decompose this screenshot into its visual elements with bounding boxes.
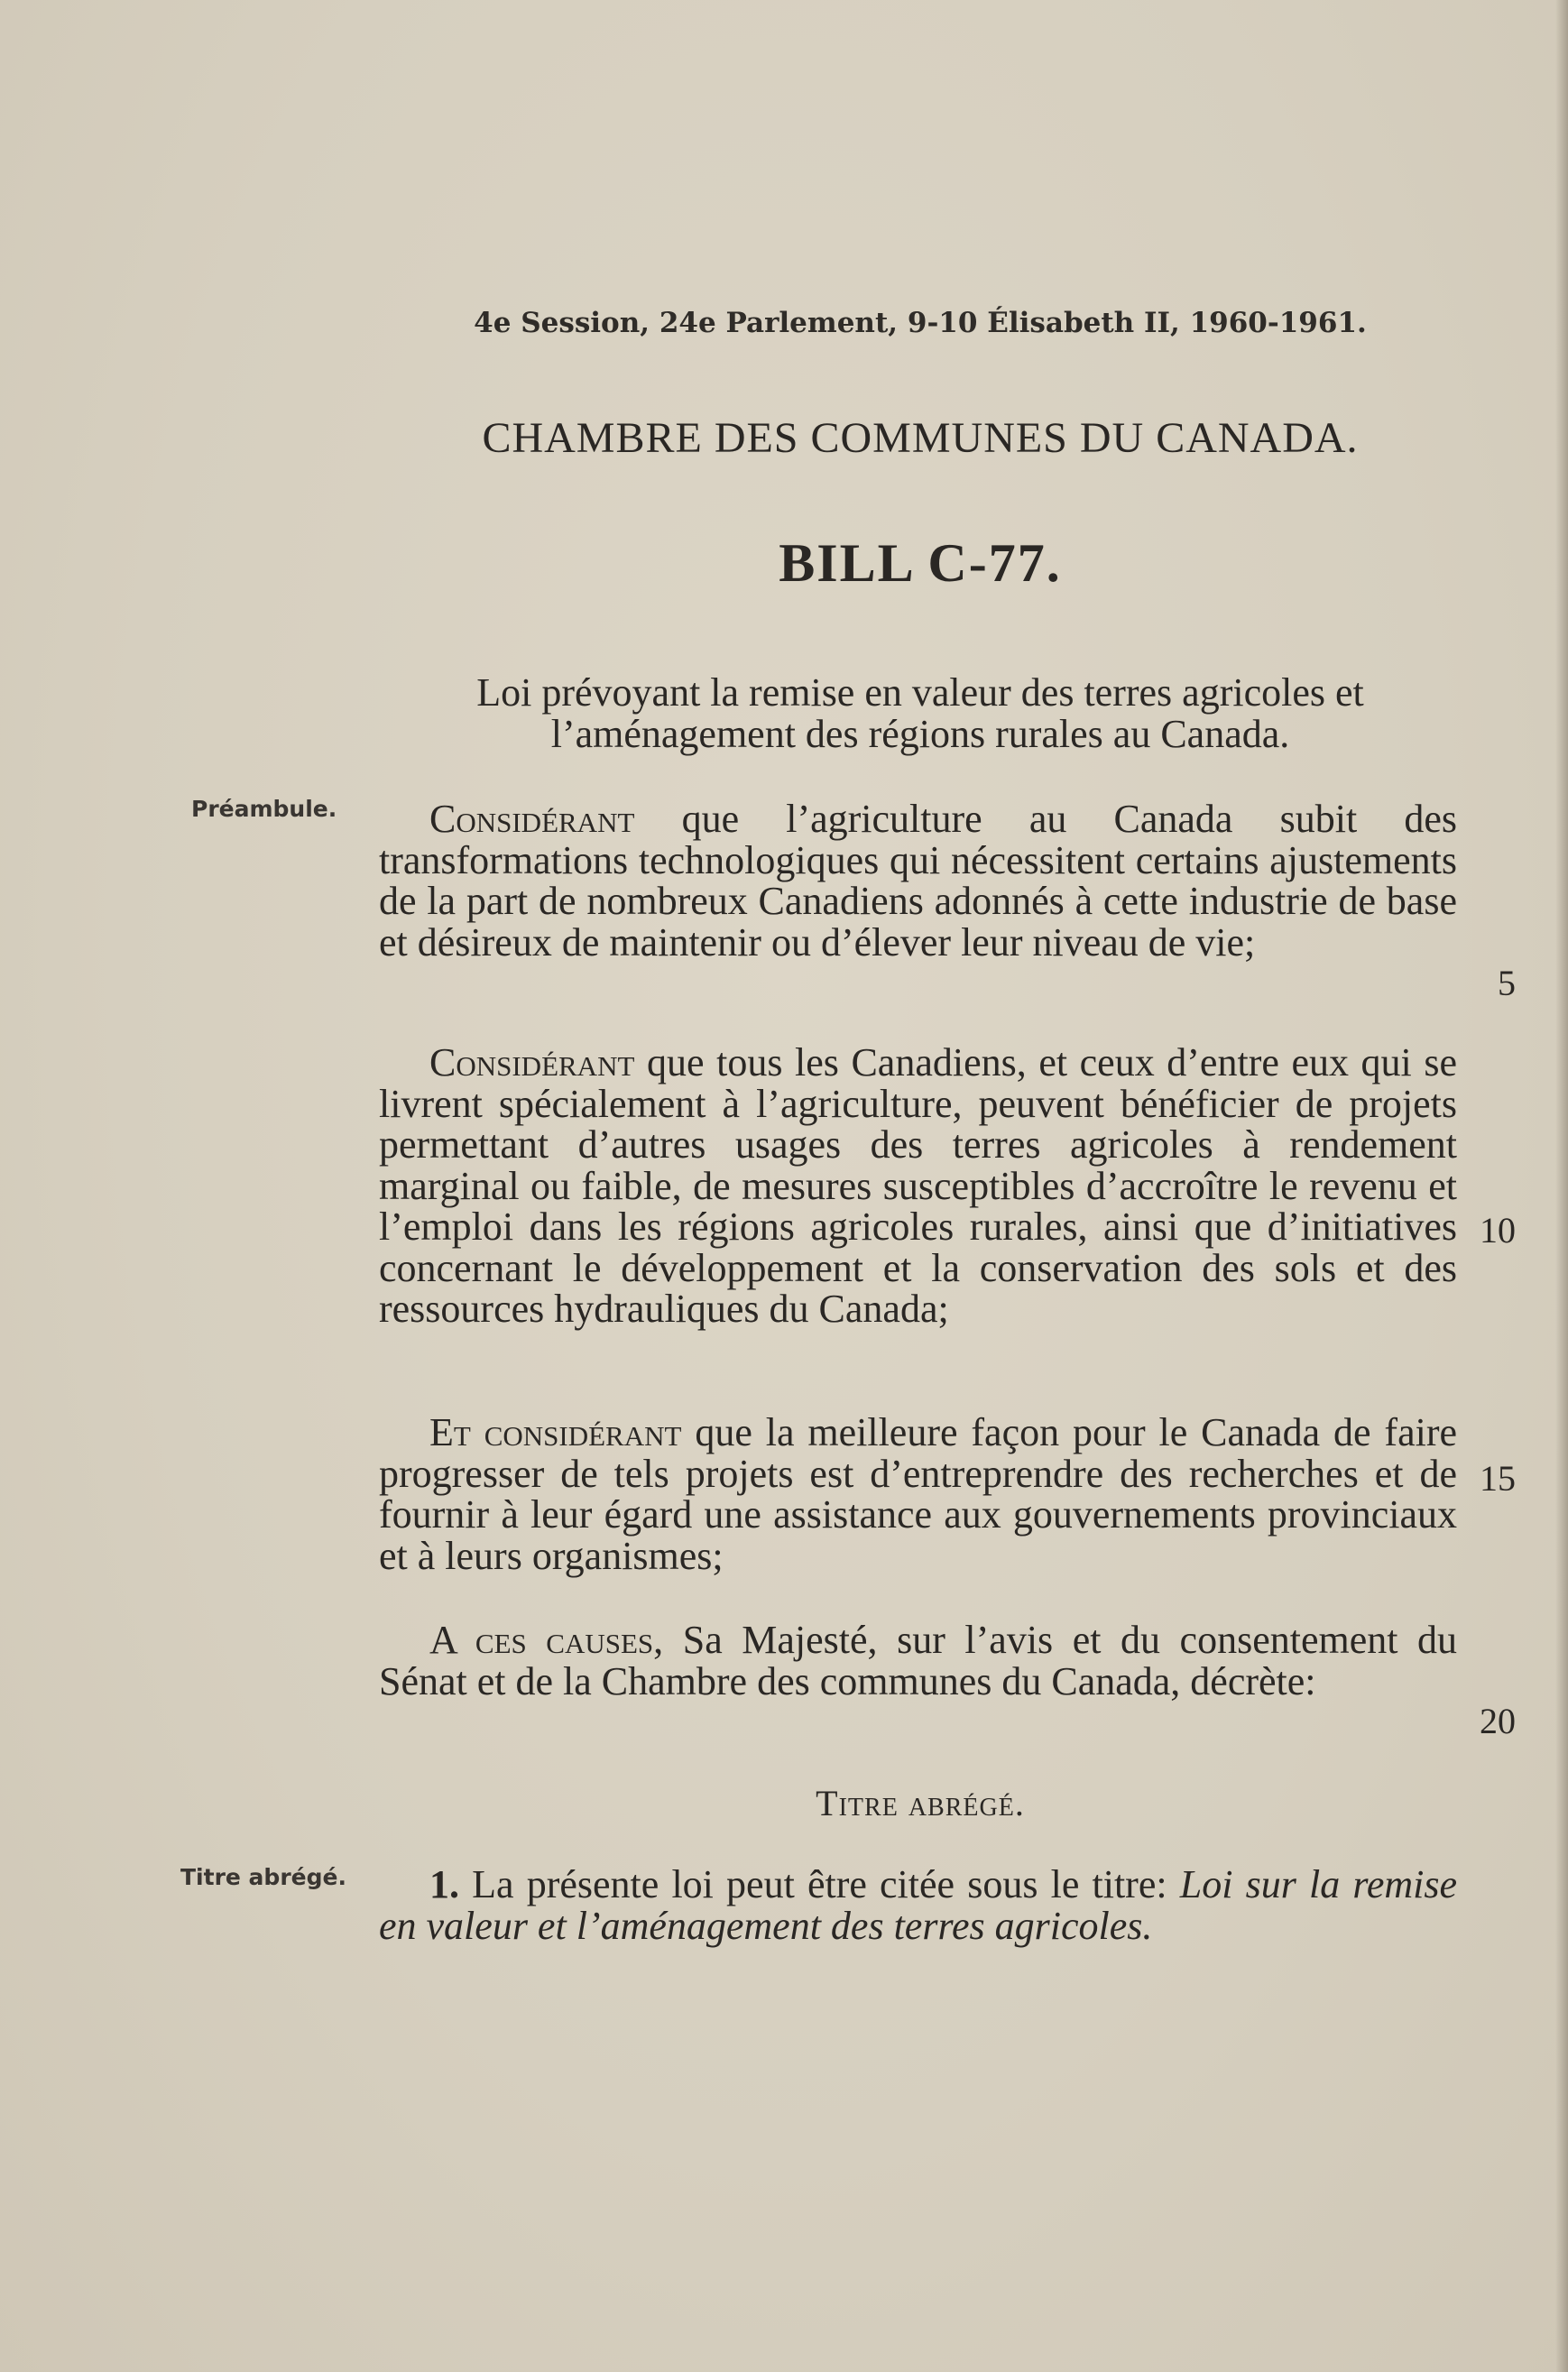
paragraph-text: que l’agriculture au Canada subit des transformations technologiques qui nécessitent certains ajustements de la part de nombreux Canadiens adonnés à cette industrie de base et désireux de maintenir ou d’élever leur niveau de vie; [379,797,1457,964]
cited-title: Loi sur la remise en valeur et l’aménagement des terres agricoles. [379,1862,1458,1948]
line-number-5: 5 [1498,963,1516,1003]
paragraph-text: que la meilleure façon pour le Canada de faire progresser de tels projets est d’entreprendre des recherches et de fournir à leur égard une assistance aux gouvernements provinciaux et à leurs organismes; [379,1410,1458,1578]
long-title-line2: l’aménagement des régions rurales au Canada. [550,712,1290,756]
preamble-paragraph-3 [379,1412,1457,1576]
section-heading: Titre abrégé. [816,1783,1025,1823]
line-number-20: 20 [1480,1701,1516,1741]
paragraph-lead: A ces causes, [429,1618,664,1662]
section-number: 1. [429,1862,459,1906]
line-number-10: 10 [1480,1210,1516,1251]
house-name: CHAMBRE DES COMMUNES DU CANADA. [482,414,1359,462]
bill-number: BILL C-77. [779,533,1062,593]
line-number-15: 15 [1480,1458,1516,1499]
margin-note-preamble: Préambule. [191,796,337,822]
long-title [379,672,1462,755]
paragraph-text: Sa Majesté, sur l’avis et du consentement du Sénat et de la Chambre des communes du Canada, décrète: [379,1618,1458,1703]
section-1 [379,1864,1457,1946]
paragraph-text: que tous les Canadiens, et ceux d’entre eux qui se livrent spécialement à l’agriculture, peuvent bénéficier de projets permettant d’autres usages des terres agricoles à rendement marginal ou faible, de mesures susceptibles d’accroître le revenu et l’emploi dans les régions agricoles rurales, ainsi que d’initiatives concernant le développement et la conservation des sols et des ressources hydrauliques du Canada; [379,1040,1458,1331]
section-text: La présente loi peut être citée sous le titre: [472,1862,1167,1906]
preamble-paragraph-2 [379,1042,1457,1330]
margin-note-short-title: Titre abrégé. [180,1864,346,1890]
preamble-paragraph-1 [379,798,1457,963]
paragraph-lead: Considérant [429,1040,635,1084]
paragraph-lead: Et considérant [429,1410,682,1454]
long-title-line1: Loi prévoyant la remise en valeur des terres agricoles et [476,670,1364,715]
enacting-clause [379,1620,1457,1702]
session-line: 4e Session, 24e Parlement, 9-10 Élisabeth II, 1960-1961. [474,307,1367,339]
paragraph-lead: Considérant [429,797,635,841]
